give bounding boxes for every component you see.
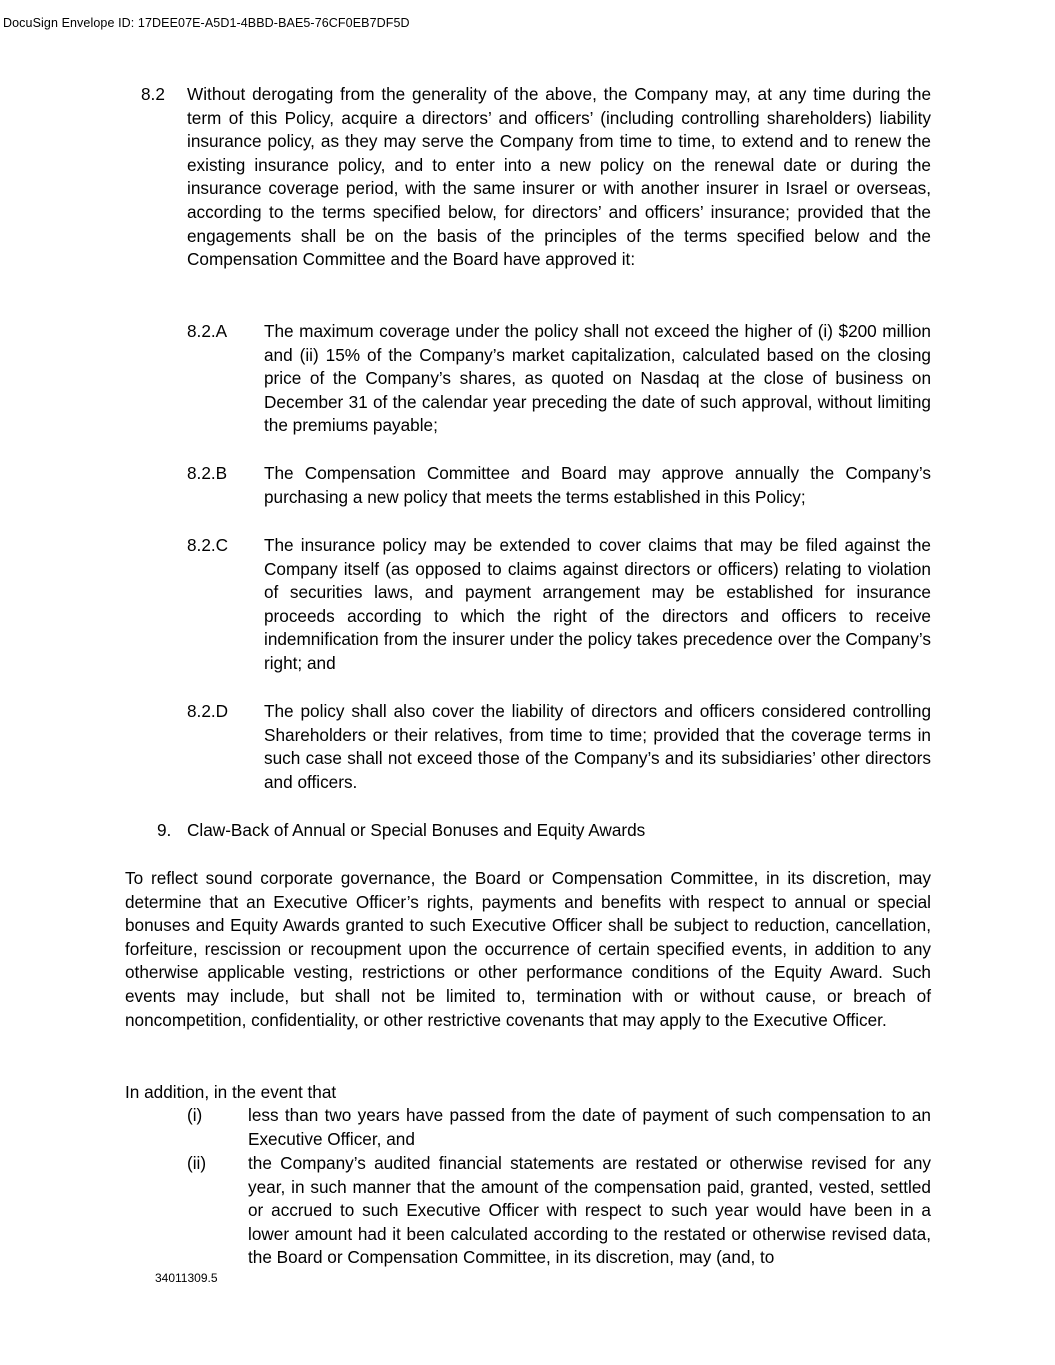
subitem-text-8-2-d: The policy shall also cover the liability of directors and officers considered controlling Shareholders or their relatives, from time to time; provided that the coverage terms in such case shall not exceed those of the Company’s and its subsidiaries’ other directors and officers. — [264, 701, 931, 792]
subitem-number-8-2-c: 8.2.C — [187, 535, 229, 555]
section-number-8-2: 8.2 — [141, 84, 165, 104]
subitem-number-8-2-d: 8.2.D — [187, 701, 229, 721]
section-9-intro: In addition, in the event that — [125, 1082, 337, 1102]
docusign-envelope-id: DocuSign Envelope ID: 17DEE07E-A5D1-4BBD-BAE5-76CF0EB7DF5D — [3, 16, 410, 30]
subitem-text-8-2-b: The Compensation Committee and Board may approve annually the Company’s purchasing a new policy that meets the terms established in this Policy; — [264, 463, 931, 507]
section-number-9: 9. — [157, 820, 172, 840]
subitem-number-8-2-b: 8.2.B — [187, 463, 228, 483]
document-number: 34011309.5 — [155, 1271, 218, 1285]
section-9-paragraph: To reflect sound corporate governance, the Board or Compensation Committee, in its discretion, may determine that an Executive Officer’s rights, payments and benefits with respect to annual or special bonuses and Equity Awards granted to such Executive Officer shall be subject to reduction, cancellation, forfeiture, rescission or recoupment upon the occurrence of certain specified events, in addition to any otherwise applicable vesting, restrictions or other performance conditions of the Equity Award. Such events may include, but shall not be limited to, termination with or without cause, or breach of noncompetition, confidentiality, or other restrictive covenants that may apply to the Executive Officer. — [125, 868, 931, 1030]
subitem-text-8-2-a: The maximum coverage under the policy shall not exceed the higher of (i) $200 million and (ii) 15% of the Company’s market capitalization, calculated based on the closing price of the Company’s shares, as quoted on Nasdaq at the close of business on December 31 of the calendar year preceding the date of such approval, without limiting the premiums payable; — [264, 321, 931, 436]
condition-text-ii: the Company’s audited financial statements are restated or otherwise revised for any year, in such manner that the amount of the compensation paid, granted, vested, settled or accrued to such Executive Officer with respect to such year would have been in a lower amount had it been calculated according to the restated or otherwise revised data, the Board or Compensation Committee, in its discretion, may (and, to — [248, 1153, 931, 1268]
subitem-number-8-2-a: 8.2.A — [187, 321, 228, 341]
section-9-heading: Claw-Back of Annual or Special Bonuses and Equity Awards — [187, 820, 646, 840]
section-8-2-text: Without derogating from the generality of the above, the Company may, at any time during the term of this Policy, acquire a directors’ and officers’ (including controlling shareholders) liability insurance policy, as they may serve the Company from time to time, to extend and to renew the existing insurance policy, and to enter into a new policy on the renewal date or during the insurance coverage period, with the same insurer or with another insurer in Israel or overseas, according to the terms specified below, for directors’ and officers’ insurance; provided that the engagements shall be on the basis of the principles of the terms specified below and the Compensation Committee and the Board have approved it: — [187, 84, 931, 270]
condition-label-i: (i) — [187, 1105, 203, 1125]
condition-label-ii: (ii) — [187, 1153, 207, 1173]
condition-text-i: less than two years have passed from the date of payment of such compensation to an Executive Officer, and — [248, 1105, 931, 1149]
subitem-text-8-2-c: The insurance policy may be extended to cover claims that may be filed against the Company itself (as opposed to claims against directors or officers) relating to violation of securities laws, and payment arrangement may be established for insurance proceeds according to which the right of the directors and officers to receive indemnification from the insurer under the policy takes precedence over the Company’s right; and — [264, 535, 931, 673]
